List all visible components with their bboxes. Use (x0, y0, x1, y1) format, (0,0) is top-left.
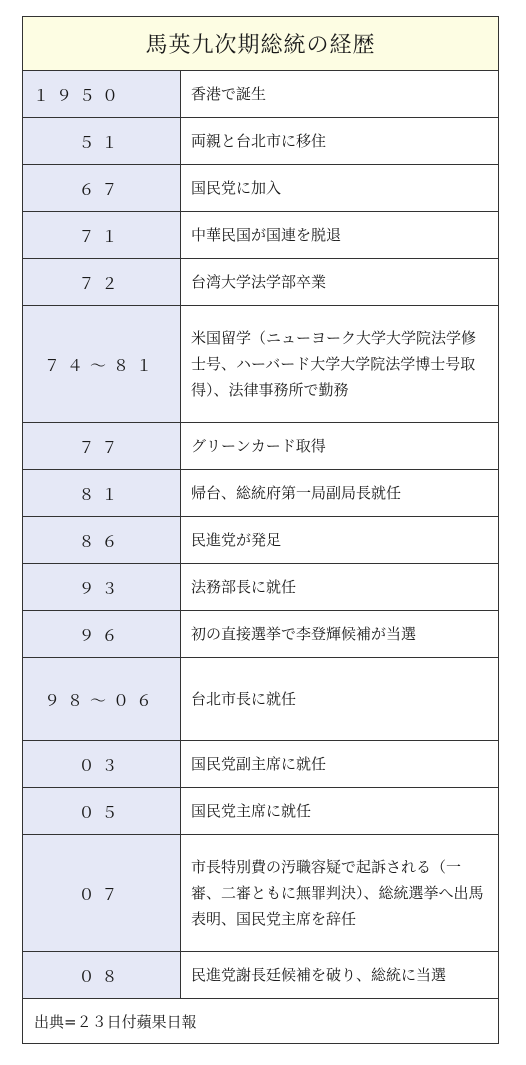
table-row (23, 118, 499, 165)
table-row (23, 423, 499, 470)
table-row (23, 611, 499, 658)
event-cell: グリーンカード取得 (181, 423, 499, 470)
event-cell: 市長特別費の汚職容疑で起訴される（一審、二審ともに無罪判決）、総統選挙へ出馬表明、国民党主席を辞任 (181, 835, 499, 952)
year-cell: ９８〜０６ (23, 658, 181, 741)
event-cell: 民進党謝長廷候補を破り、総統に当選 (181, 952, 499, 999)
event-cell: 国民党主席に就任 (181, 788, 499, 835)
career-table (22, 16, 499, 1044)
event-cell: 中華民国が国連を脱退 (181, 212, 499, 259)
event-cell: 法務部長に就任 (181, 564, 499, 611)
year-cell: ７７ (23, 423, 181, 470)
timeline-body (23, 71, 499, 999)
table-row (23, 306, 499, 423)
event-cell: 米国留学（ニューヨーク大学大学院法学修士号、ハーバード大学大学院法学博士号取得）、法律事務所で勤務 (181, 306, 499, 423)
table-row (23, 212, 499, 259)
event-cell: 帰台、総統府第一局副局長就任 (181, 470, 499, 517)
table-row (23, 564, 499, 611)
table-row (23, 952, 499, 999)
year-cell: ８１ (23, 470, 181, 517)
event-cell: 国民党に加入 (181, 165, 499, 212)
table-row (23, 259, 499, 306)
table-row (23, 517, 499, 564)
source-note: 出典=２３日付蘋果日報 (22, 998, 499, 1044)
event-cell: 両親と台北市に移住 (181, 118, 499, 165)
table-row (23, 741, 499, 788)
year-cell: ７４〜８１ (23, 306, 181, 423)
event-cell: 初の直接選挙で李登輝候補が当選 (181, 611, 499, 658)
event-cell: 民進党が発足 (181, 517, 499, 564)
year-cell: ０３ (23, 741, 181, 788)
year-cell: ５１ (23, 118, 181, 165)
year-cell: ０７ (23, 835, 181, 952)
table-row (23, 470, 499, 517)
table-row (23, 835, 499, 952)
table-row (23, 165, 499, 212)
year-cell: ０５ (23, 788, 181, 835)
year-cell: ８６ (23, 517, 181, 564)
event-cell: 台湾大学法学部卒業 (181, 259, 499, 306)
year-cell: １９５０ (23, 71, 181, 118)
table-title: 馬英九次期総統の経歴 (22, 16, 499, 71)
table-row (23, 658, 499, 741)
year-cell: ９３ (23, 564, 181, 611)
year-cell: ７２ (23, 259, 181, 306)
year-cell: ６７ (23, 165, 181, 212)
timeline-table (22, 70, 499, 999)
table-row (23, 71, 499, 118)
event-cell: 香港で誕生 (181, 71, 499, 118)
year-cell: ９６ (23, 611, 181, 658)
table-row (23, 788, 499, 835)
year-cell: ７１ (23, 212, 181, 259)
event-cell: 台北市長に就任 (181, 658, 499, 741)
event-cell: 国民党副主席に就任 (181, 741, 499, 788)
year-cell: ０８ (23, 952, 181, 999)
